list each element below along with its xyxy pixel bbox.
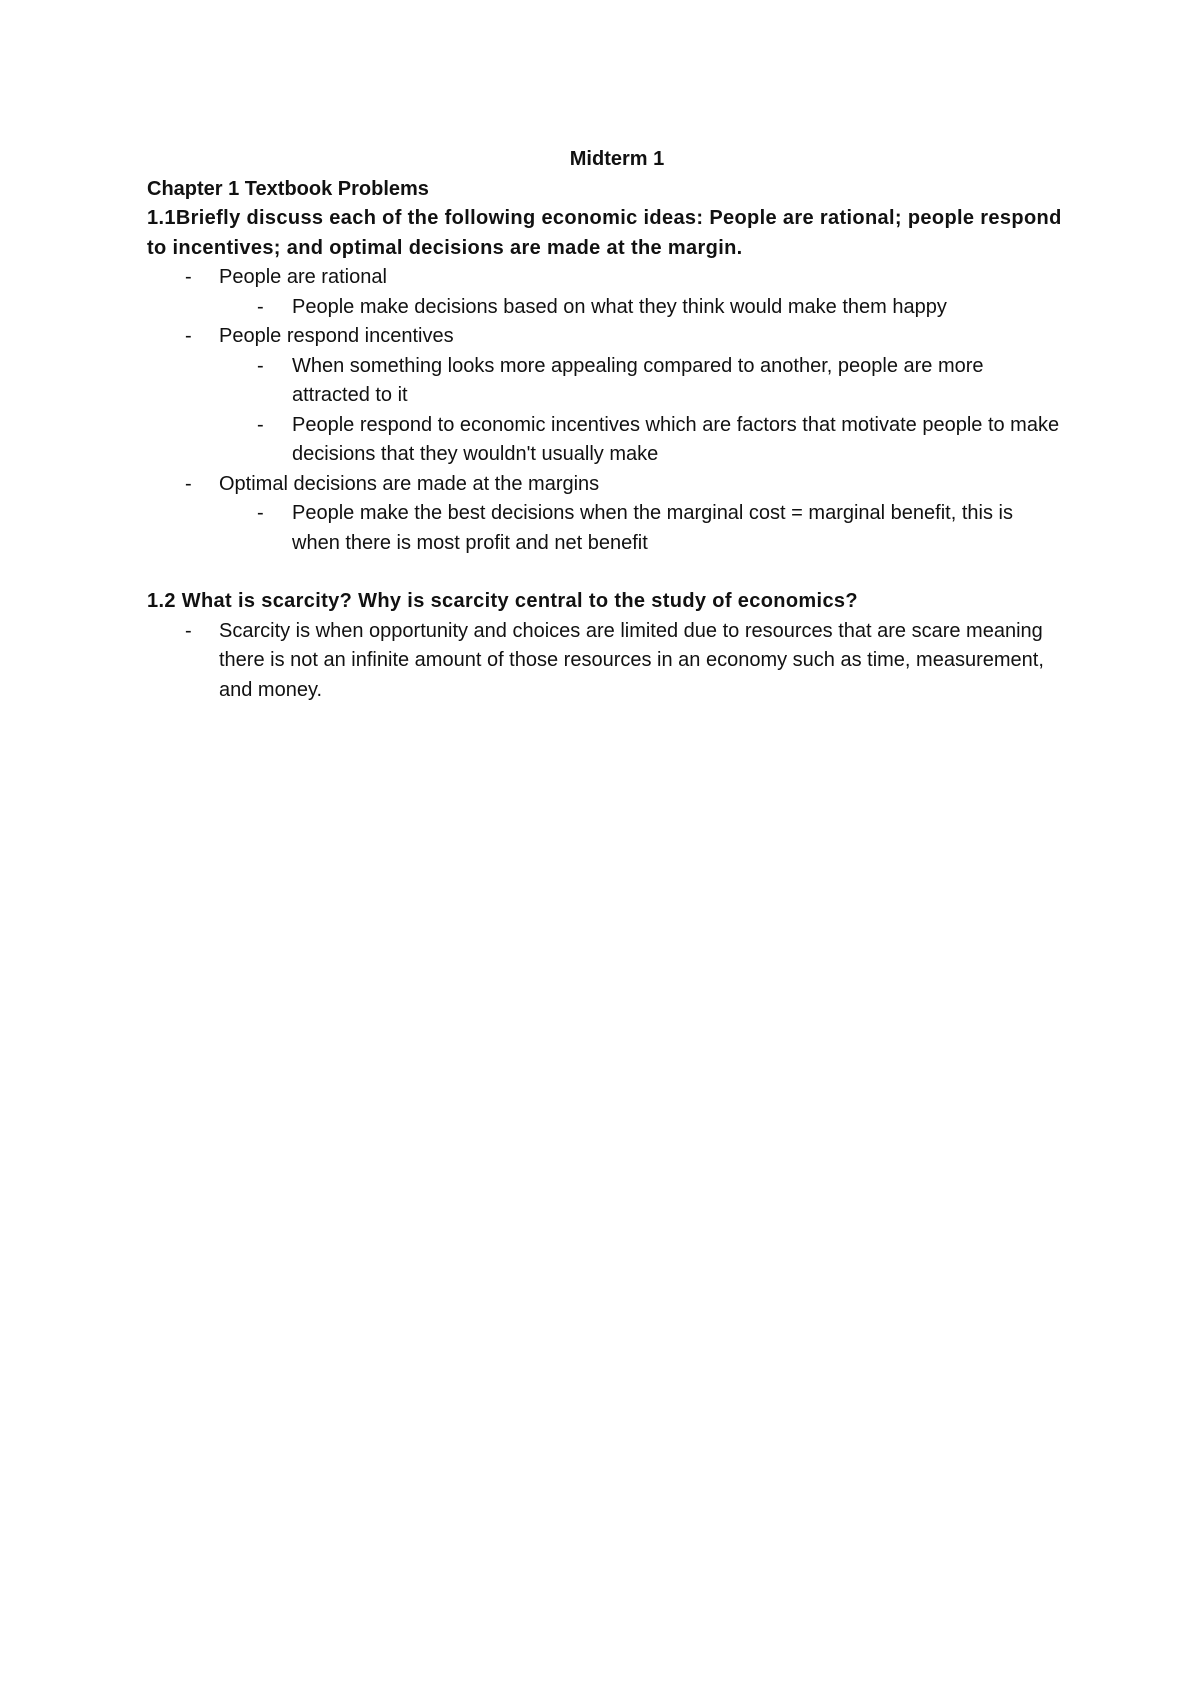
- question-1-1: 1.1Briefly discuss each of the following economic ideas: People are rational; people respond to incentives; and optimal decisions are made at the margin.: [147, 207, 1062, 259]
- answer-list-1-1: [147, 263, 1067, 558]
- list-item: [147, 322, 1067, 352]
- bullet-dash: -: [185, 619, 192, 642]
- list-item: [147, 352, 1067, 411]
- list-item-text: People respond incentives: [219, 325, 454, 347]
- list-item-text: When something looks more appealing compared to another, people are more attracted to it: [292, 354, 984, 406]
- answer-list-1-2: [147, 617, 1067, 706]
- bullet-dash: -: [185, 266, 192, 288]
- bullet-dash: -: [185, 325, 192, 347]
- bullet-dash: -: [257, 354, 264, 377]
- bullet-dash: -: [257, 502, 264, 524]
- bullet-dash: -: [185, 472, 192, 495]
- list-item: [147, 263, 1067, 293]
- list-item: [147, 411, 1067, 470]
- list-item-text: Scarcity is when opportunity and choices are limited due to resources that are scare meaning there is not an infinite amount of those resources in an economy such as time, measurement, and money.: [219, 619, 1044, 701]
- chapter-heading: Chapter 1 Textbook Problems: [147, 177, 429, 200]
- list-item-text: Optimal decisions are made at the margins: [219, 472, 600, 495]
- list-item-text: People make the best decisions when the marginal cost = marginal benefit, this is when there is most profit and net benefit: [292, 502, 1013, 554]
- bullet-dash: -: [257, 413, 264, 436]
- list-item: [147, 293, 1067, 323]
- list-item: [147, 617, 1067, 706]
- bullet-dash: -: [257, 295, 264, 318]
- list-item: [147, 499, 1067, 558]
- document-title: Midterm 1: [569, 148, 665, 170]
- list-item-text: People make decisions based on what they think would make them happy: [292, 295, 947, 318]
- list-item-text: People respond to economic incentives which are factors that motivate people to make decisions that they wouldn't usually make: [292, 413, 1060, 465]
- document-page: [147, 145, 1067, 705]
- list-item-text: People are rational: [219, 266, 387, 288]
- list-item: [147, 470, 1067, 500]
- question-1-2: 1.2 What is scarcity? Why is scarcity central to the study of economics?: [147, 590, 858, 612]
